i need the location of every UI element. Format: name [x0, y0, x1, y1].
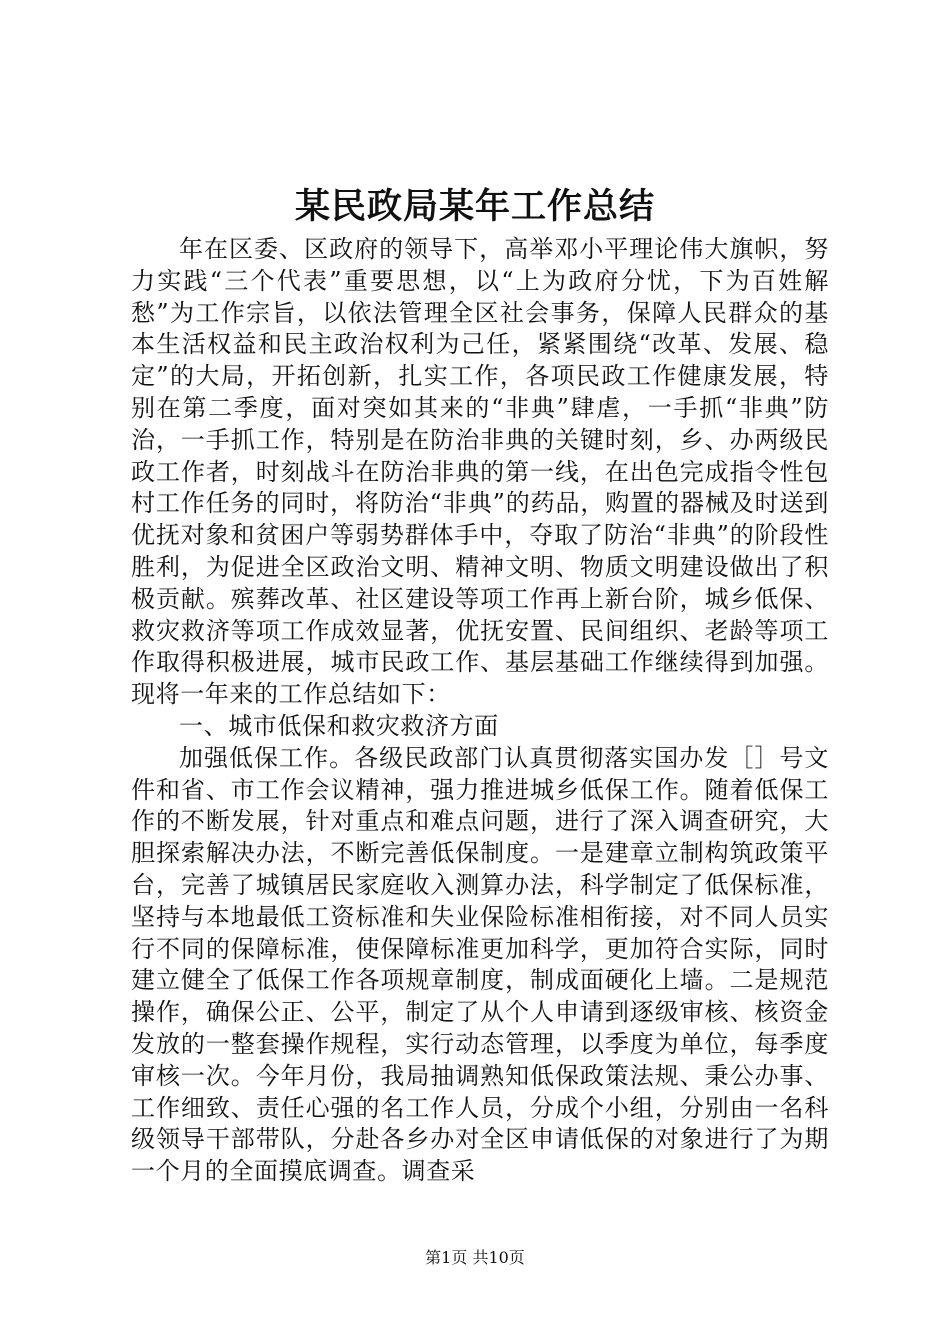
intro-paragraph: 年在区委、区政府的领导下，高举邓小平理论伟大旗帜，努力实践“三个代表”重要思想，以“上为政府分忧，下为百姓解愁”为工作宗旨，以依法管理全区社会事务，保障人民群众的基本生活权益和民主政治权利为己任，紧紧围绕“改革、发展、稳定”的大局，开拓创新，扎实工作，各项民政工作健康发展，特别在第二季度，面对突如其来的“非典”肆虐，一手抓“非典”防治，一手抓工作，特别是在防治非典的关键时刻，乡、办两级民政工作者，时刻战斗在防治非典的第一线，在出色完成指令性包村工作任务的同时，将防治“非典”的药品，购置的器械及时送到优抚对象和贫困户等弱势群体手中，夺取了防治“非典”的阶段性胜利，为促进全区政治文明、精神文明、物质文明建设做出了积极贡献。殡葬改革、社区建设等项工作再上新台阶，城乡低保、救灾救济等项工作成效显著，优抚安置、民间组织、老龄等项工作取得积极进展，城市民政工作、基层基础工作继续得到加强。现将一年来的工作总结如下：: [131, 235, 829, 709]
document-title: 某民政局某年工作总结: [294, 186, 655, 227]
section-heading: 一、城市低保和救灾救济方面: [179, 711, 499, 740]
page-number-footer: 第1页 共10页: [425, 1248, 525, 1267]
body-paragraph: 加强低保工作。各级民政部门认真贯彻落实国办发［］号文件和省、市工作会议精神，强力推进城乡低保工作。随着低保工作的不断发展，针对重点和难点问题，进行了深入调查研究，大胆探索解决办法，不断完善低保制度。一是建章立制构筑政策平台，完善了城镇居民家庭收入测算办法，科学制定了低保标准，坚持与本地最低工资标准和失业保险标准相衔接，对不同人员实行不同的保障标准，使保障标准更加科学，更加符合实际，同时建立健全了低保工作各项规章制度，制成面硬化上墙。二是规范操作，确保公正、公平，制定了从个人申请到逐级审核、核资金发放的一整套操作规程，实行动态管理，以季度为单位，每季度审核一次。今年月份，我局抽调熟知低保政策法规、秉公办事、工作细致、责任心强的名工作人员，分成个小组，分别由一名科级领导干部带队，分赴各乡办对全区申请低保的对象进行了为期一个月的全面摸底调查。调查采: [131, 743, 829, 1186]
document-body: [131, 234, 829, 1188]
